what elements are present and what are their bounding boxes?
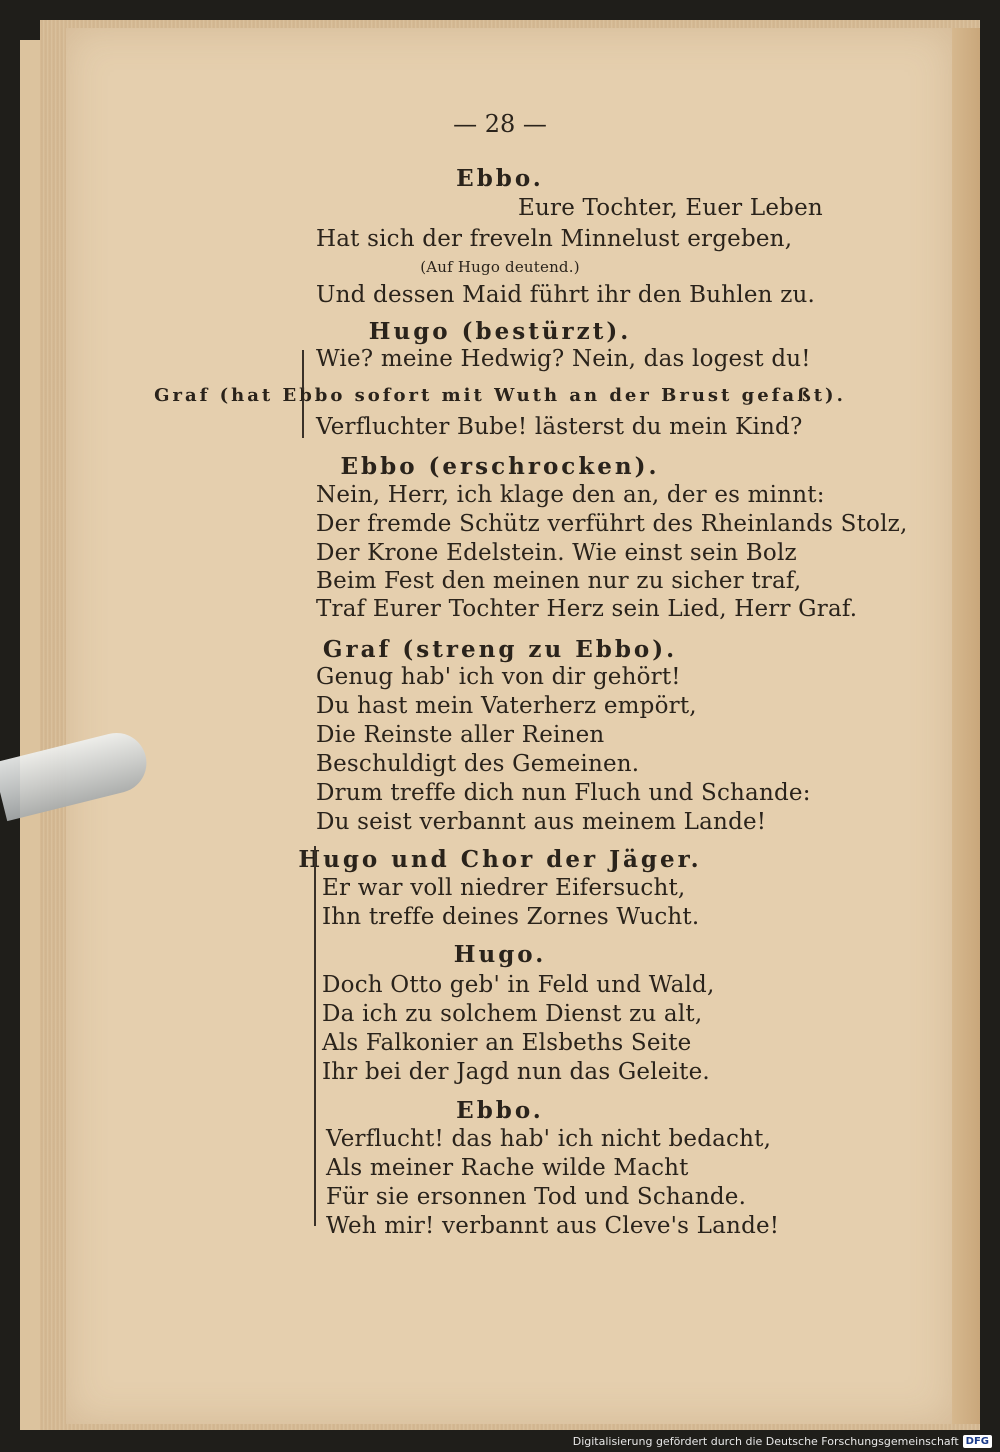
- speaker-graf: Graf (streng zu Ebbo).: [322, 636, 678, 663]
- footer-text: Digitalisierung gefördert durch die Deutsche Forschungsgemeinschaft: [572, 1435, 959, 1448]
- verse-line: Weh mir! verbannt aus Cleve's Lande!: [326, 1213, 780, 1239]
- dfg-logo: DFG: [963, 1435, 992, 1448]
- verse-line: Der Krone Edelstein. Wie einst sein Bolz: [316, 540, 797, 566]
- speaker-ebbo: Ebbo (erschrocken).: [340, 453, 660, 480]
- verse-line: Wie? meine Hedwig? Nein, das logest du!: [316, 346, 811, 372]
- verse-line: Beim Fest den meinen nur zu sicher traf,: [316, 568, 802, 594]
- verse-line: Der fremde Schütz verführt des Rheinlands Stolz,: [316, 511, 908, 537]
- verse-line: Genug hab' ich von dir gehört!: [316, 664, 681, 690]
- verse-line: Für sie ersonnen Tod und Schande.: [326, 1184, 747, 1210]
- speaker-ebbo: Ebbo.: [456, 1097, 544, 1124]
- speaker-hugo: Hugo.: [453, 941, 547, 968]
- verse-line: Nein, Herr, ich klage den an, der es minnt:: [316, 482, 825, 508]
- verse-line: Er war voll niedrer Eifersucht,: [322, 875, 686, 901]
- verse-line: Du hast mein Vaterherz empört,: [316, 693, 697, 719]
- verse-line: Als Falkonier an Elsbeths Seite: [322, 1030, 692, 1056]
- verse-line: Ihn treffe deines Zornes Wucht.: [322, 904, 700, 930]
- margin-bracket: [314, 846, 316, 1226]
- page-right-edge: [952, 28, 980, 1424]
- stage-direction: (Auf Hugo deutend.): [420, 258, 580, 276]
- verse-line: Und dessen Maid führt ihr den Buhlen zu.: [316, 282, 816, 308]
- verse-line: Verflucht! das hab' ich nicht bedacht,: [326, 1126, 772, 1152]
- page-number: — 28 —: [453, 110, 547, 138]
- verse-line: Als meiner Rache wilde Macht: [326, 1155, 689, 1181]
- footer: [573, 1435, 992, 1448]
- speaker-graf: Graf (hat Ebbo sofort mit Wuth an der Brust gefaßt).: [154, 385, 846, 406]
- speaker-hugo: Hugo (bestürzt).: [368, 318, 632, 345]
- speaker-ebbo: Ebbo.: [456, 165, 544, 192]
- verse-line: Verfluchter Bube! lästerst du mein Kind?: [316, 414, 803, 440]
- margin-bracket: [302, 400, 304, 438]
- verse-line: Traf Eurer Tochter Herz sein Lied, Herr Graf.: [316, 596, 858, 622]
- verse-line: Drum treffe dich nun Fluch und Schande:: [316, 780, 811, 806]
- margin-bracket: [302, 350, 304, 390]
- verse-line: Doch Otto geb' in Feld und Wald,: [322, 972, 715, 998]
- verse-line: Ihr bei der Jagd nun das Geleite.: [322, 1059, 710, 1085]
- verse-line: Hat sich der freveln Minnelust ergeben,: [316, 226, 793, 252]
- speaker-hugo-chor: Hugo und Chor der Jäger.: [298, 846, 702, 873]
- verse-line: Du seist verbannt aus meinem Lande!: [316, 809, 767, 835]
- verse-line: Eure Tochter, Euer Leben: [518, 195, 823, 221]
- verse-line: Die Reinste aller Reinen: [316, 722, 605, 748]
- verse-line: Beschuldigt des Gemeinen.: [316, 751, 640, 777]
- verse-line: Da ich zu solchem Dienst zu alt,: [322, 1001, 703, 1027]
